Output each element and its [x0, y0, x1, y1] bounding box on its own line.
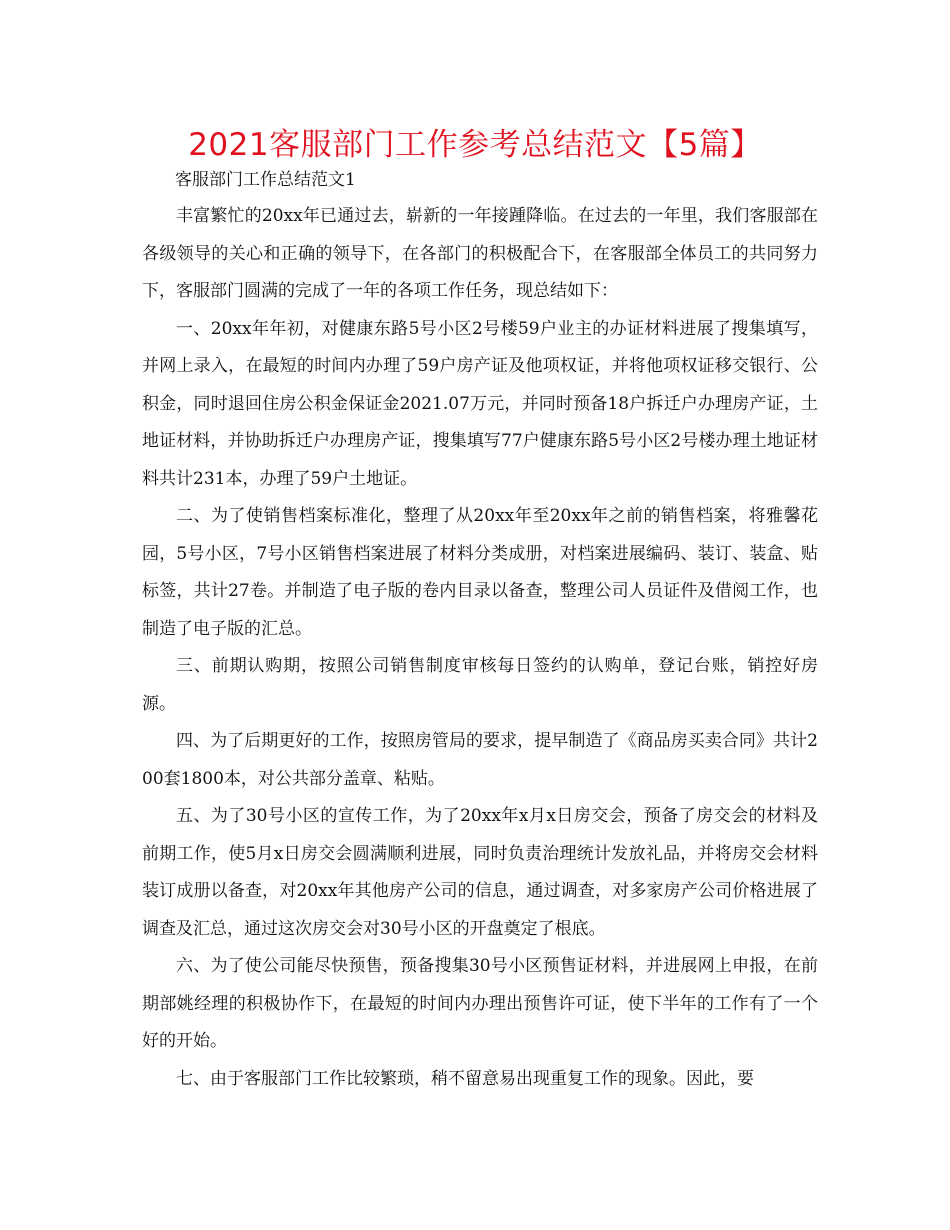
paragraph-item-6: 六、为了使公司能尽快预售，预备搜集30号小区预售证材料，并进展网上申报，在前期部姚经理的积极协作下，在最短的时间内办理出预售许可证，使下半年的工作有了一个好的开始。	[142, 956, 818, 1051]
paragraph-item-7: 七、由于客服部门工作比较繁琐，稍不留意易出现重复工作的现象。因此，要	[176, 1068, 754, 1089]
paragraph-item-1: 一、20xx年年初，对健康东路5号小区2号楼59户业主的办证材料进展了搜集填写，并网上录入，在最短的时间内办理了59户房产证及他项权证，并将他项权证移交银行、公积金，同时退回住房公积金保证金2021.07万元，并同时预备18户拆迁户办理房产证，土地证材料，并协助拆迁户办理房产证，搜集填写77户健康东路5号小区2号楼办理土地证材料共计231本，办理了59户土地证。	[142, 318, 818, 489]
paragraph-item-5: 五、为了30号小区的宣传工作，为了20xx年x月x日房交会，预备了房交会的材料及前期工作，使5月x日房交会圆满顺利进展，同时负责治理统计发放礼品，并将房交会材料装订成册以备查，对20xx年其他房产公司的信息，通过调查，对多家房产公司价格进展了调查及汇总，通过这次房交会对30号小区的开盘奠定了根底。	[142, 806, 818, 939]
paragraph-item-3: 三、前期认购期，按照公司销售制度审核每日签约的认购单，登记台账，销控好房源。	[142, 656, 818, 714]
document-subtitle: 客服部门工作总结范文1	[175, 170, 356, 190]
document-body	[142, 198, 818, 1098]
paragraph-item-2: 二、为了使销售档案标准化，整理了从20xx年至20xx年之前的销售档案，将雅馨花园，5号小区，7号小区销售档案进展了材料分类成册，对档案进展编码、装订、装盒、贴标签，共计27卷。并制造了电子版的卷内目录以备查，整理公司人员证件及借阅工作，也制造了电子版的汇总。	[142, 506, 818, 639]
paragraph-item-4: 四、为了后期更好的工作，按照房管局的要求，提早制造了《商品房买卖合同》共计200套1800本，对公共部分盖章、粘贴。	[142, 731, 818, 789]
document-title: 2021客服部门工作参考总结范文【5篇】	[188, 127, 762, 163]
paragraph-intro: 丰富繁忙的20xx年已通过去，崭新的一年接踵降临。在过去的一年里，我们客服部在各级领导的关心和正确的领导下，在各部门的积极配合下，在客服部全体员工的共同努力下，客服部门圆满的完成了一年的各项工作任务，现总结如下：	[142, 206, 818, 301]
